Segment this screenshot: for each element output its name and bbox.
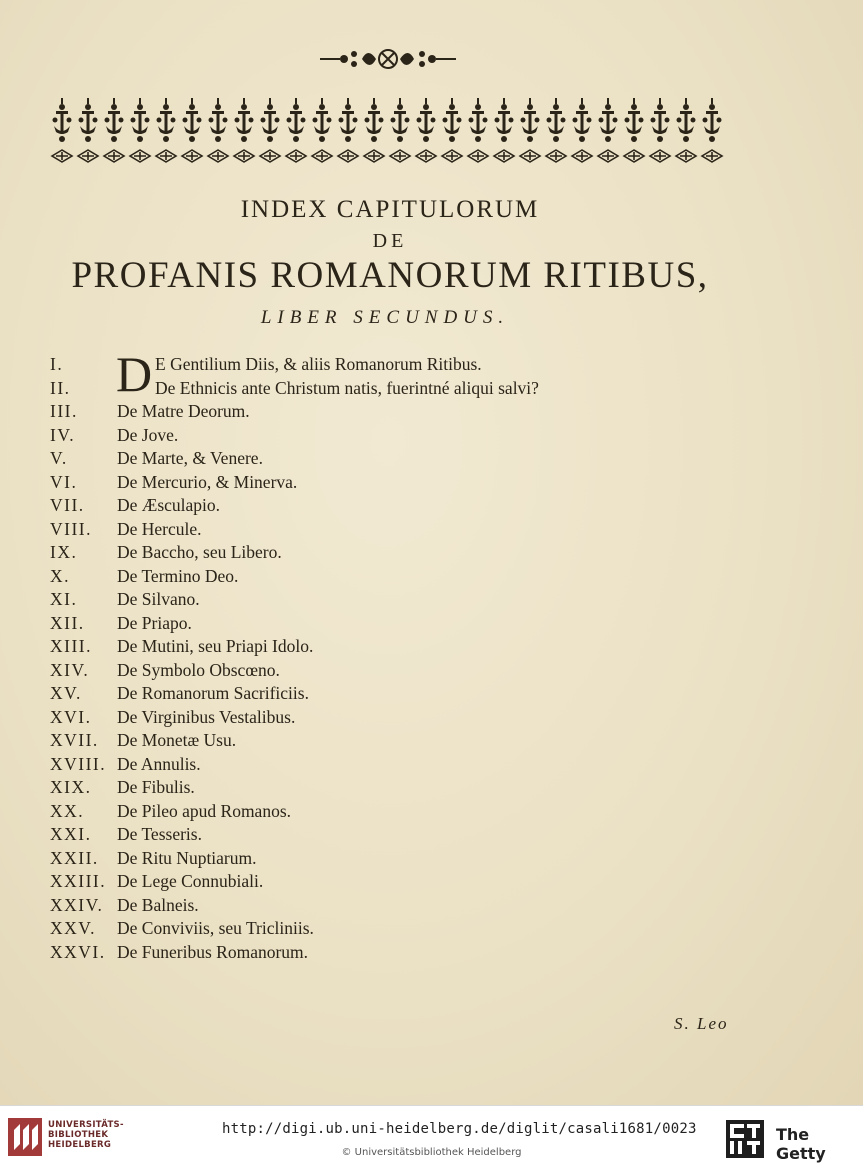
chapter-title: De Conviviis, seu Tricliniis. (117, 918, 314, 938)
chapter-row (50, 494, 670, 518)
chapter-row (50, 588, 670, 612)
chapter-row (50, 565, 670, 589)
chapter-number: VIII. (50, 518, 92, 539)
chapter-row (50, 800, 670, 824)
getty-logo-icon[interactable] (726, 1120, 764, 1158)
chapter-title: De Mercurio, & Minerva. (117, 471, 298, 492)
chapter-number: XV. (50, 683, 82, 703)
chapter-number: III. (50, 401, 78, 421)
chapter-title: De Annulis. (117, 753, 201, 774)
chapter-number: VII. (50, 495, 85, 515)
chapter-number: XXII. (50, 847, 99, 868)
chapter-number: XXV. (50, 918, 97, 938)
chapter-title: De Monetæ Usu. (117, 730, 237, 750)
chapter-row (50, 424, 670, 448)
chapter-title: De Priapo. (117, 612, 192, 633)
chapter-row (50, 941, 670, 965)
chapter-title: De Romanorum Sacrificiis. (117, 683, 309, 703)
chapter-row (50, 823, 670, 847)
catchword: S. Leo (674, 1014, 729, 1033)
chapter-row (50, 377, 670, 401)
permalink-url[interactable]: http://digi.ub.uni-heidelberg.de/diglit/casali1681/0023 (222, 1121, 697, 1137)
viewer-footer (0, 1105, 863, 1169)
chapter-row (50, 635, 670, 659)
chapter-title: De Marte, & Venere. (117, 448, 263, 468)
fleuron-ornament-icon (318, 42, 458, 78)
subtitle-liber-secundus: LIBER SECUNDUS. (260, 307, 510, 328)
chapter-number: I. (50, 354, 64, 374)
chapter-title: De Balneis. (117, 894, 199, 915)
chapter-title: De Æsculapio. (117, 495, 221, 515)
chapter-index-list (50, 346, 670, 964)
chapter-number: XII. (50, 612, 85, 633)
chapter-row (50, 894, 670, 918)
chapter-number: X. (50, 565, 71, 586)
chapter-row (50, 870, 670, 894)
chapter-row (50, 847, 670, 871)
chapter-title: De Ritu Nuptiarum. (117, 847, 257, 868)
chapter-number: VI. (50, 471, 78, 492)
chapter-number: XIII. (50, 636, 92, 656)
chapter-number: XX. (50, 800, 85, 821)
partner-name: The Getty (776, 1125, 826, 1163)
chapter-title: E Gentilium Diis, & aliis Romanorum Ritibus. (155, 354, 482, 374)
chapter-title: De Jove. (117, 424, 179, 445)
chapter-row (50, 753, 670, 777)
chapter-row (50, 917, 670, 941)
chapter-title: De Hercule. (117, 518, 202, 539)
chapter-title: De Tesseris. (117, 824, 202, 844)
chapter-title: De Mutini, seu Priapi Idolo. (117, 636, 314, 656)
library-name-line: HEIDELBERG (48, 1140, 112, 1150)
chapter-row (50, 682, 670, 706)
chapter-title: De Silvano. (117, 589, 200, 609)
chapter-row (50, 729, 670, 753)
chapter-number: XVI. (50, 706, 92, 727)
chapter-title: De Termino Deo. (117, 565, 239, 586)
chapter-number: II. (50, 377, 71, 398)
chapter-row (50, 471, 670, 495)
chapter-number: XXIII. (50, 871, 107, 891)
chapter-row (50, 706, 670, 730)
chapter-row (50, 541, 670, 565)
title-profanis-ritibus: PROFANIS ROMANORUM RITIBUS, (71, 255, 709, 296)
chapter-title: De Funeribus Romanorum. (117, 941, 309, 962)
chapter-title: De Ethnicis ante Christum natis, fuerintné aliqui salvi? (155, 377, 539, 398)
chapter-row (50, 612, 670, 636)
chapter-number: XVII. (50, 730, 99, 750)
chapter-number: IV. (50, 424, 76, 445)
chapter-number: XI. (50, 589, 78, 609)
drop-cap: D (116, 346, 153, 402)
chapter-title: De Virginibus Vestalibus. (117, 706, 296, 727)
chapter-title: De Matre Deorum. (117, 401, 250, 421)
decorative-border-icon (50, 92, 730, 174)
library-name-line: UNIVERSITÄTS- (48, 1120, 124, 1130)
chapter-number: XVIII. (50, 753, 107, 774)
chapter-title: De Lege Connubiali. (117, 871, 264, 891)
chapter-title: De Symbolo Obscœno. (117, 659, 280, 680)
chapter-number: XXI. (50, 824, 92, 844)
chapter-title: De Fibulis. (117, 777, 195, 797)
library-name-line: BIBLIOTHEK (48, 1130, 109, 1140)
chapter-row (50, 776, 670, 800)
chapter-row (50, 659, 670, 683)
chapter-number: IX. (50, 542, 78, 562)
chapter-number: XXIV. (50, 894, 104, 915)
library-name (48, 1120, 124, 1150)
chapter-number: XXVI. (50, 941, 106, 962)
chapter-row (50, 400, 670, 424)
chapter-title: De Baccho, seu Libero. (117, 542, 282, 562)
title-de: DE (372, 230, 408, 252)
chapter-number: XIV. (50, 659, 90, 680)
chapter-title: De Pileo apud Romanos. (117, 800, 292, 821)
chapter-number: V. (50, 448, 68, 468)
chapter-row (50, 447, 670, 471)
chapter-row (50, 518, 670, 542)
title-index-capitulorum: INDEX CAPITULORUM (240, 196, 540, 223)
copyright-notice: © Universitätsbibliothek Heidelberg (341, 1147, 522, 1158)
chapter-number: XIX. (50, 777, 92, 797)
